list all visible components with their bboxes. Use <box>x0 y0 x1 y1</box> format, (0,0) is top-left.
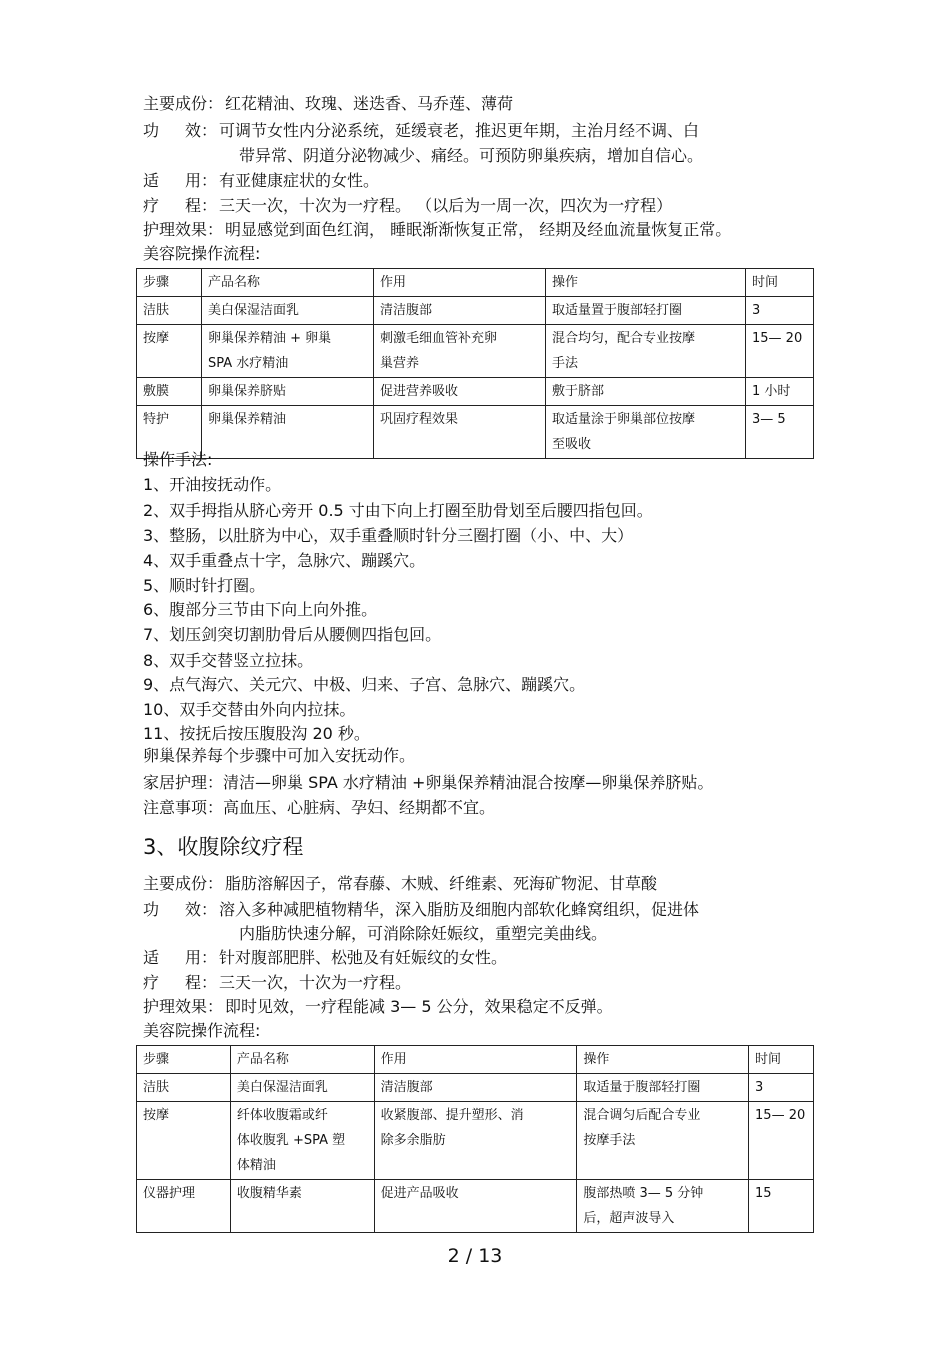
effect-line2-2: 内脂肪快速分解，可消除除妊娠纹，重塑完美曲线。 <box>239 924 608 943</box>
cell-step <box>137 1180 231 1233</box>
cell-product <box>202 325 374 378</box>
ingredients-value: 红花精油、玫瑰、迷迭香、马乔莲、薄荷 <box>225 94 514 113</box>
cell-operation-text: 敷于脐部 <box>552 384 605 399</box>
cell-product-text: 卵巢保养精油 + 卵巢 <box>208 331 332 346</box>
cell-time <box>746 378 814 406</box>
table-row <box>137 1074 814 1102</box>
cell-operation <box>546 297 746 325</box>
method-item: 7、划压剑突切割肋骨后从腰侧四指包回。 <box>143 625 442 644</box>
cell-time-text: 15 <box>755 1186 772 1201</box>
cell-time <box>746 297 814 325</box>
cell-product-text: SPA 水疗精油 <box>208 356 289 371</box>
cell-step-text: 特护 <box>143 412 170 427</box>
table-header-cell: 产品名称 <box>202 269 374 297</box>
cell-product-text: 纤体收腹霜或纤 <box>236 1108 328 1123</box>
method-item: 2、双手拇指从脐心旁开 0.5 寸由下向上打圈至肋骨划至后腰四指包回。 <box>143 501 653 520</box>
section-heading: 3、收腹除纹疗程 <box>143 835 304 859</box>
table-header-row <box>137 1046 814 1074</box>
table-header-cell: 作用 <box>374 269 546 297</box>
effect-line2: 带异常、阴道分泌物减少、痛经。可预防卵巢疾病，增加自信心。 <box>239 146 704 165</box>
note-line: 卵巢保养每个步骤中可加入安抚动作。 <box>143 746 416 765</box>
care-effect-row: 护理效果 ： 明显感觉到面色红润， 睡眠渐渐恢复正常， 经期及经血流量恢复正常。 <box>143 220 732 239</box>
table-header-cell: 步骤 <box>137 269 202 297</box>
suitable-label-2: 适 用 <box>143 948 201 967</box>
flow-title-2: 美容院操作流程: <box>143 1021 261 1040</box>
cell-step <box>137 1102 231 1180</box>
cell-product-text: 体收腹乳 +SPA 塑 <box>236 1133 346 1148</box>
table-header-cell: 作用 <box>374 1046 577 1074</box>
suitable-value-2: 针对腹部肥胖、松弛及有妊娠纹的女性。 <box>219 948 508 967</box>
table-header-cell: 操作 <box>546 269 746 297</box>
effect-label-2: 功 效 <box>143 900 201 919</box>
care-effect-row-2: 护理效果 ： 即时见效，一疗程能减 3— 5 公分，效果稳定不反弹。 <box>143 997 613 1016</box>
cell-operation-text: 混合调匀后配合专业 <box>583 1108 701 1123</box>
cell-operation <box>577 1180 749 1233</box>
effect-row: 功 效 ： 可调节女性内分泌系统，延缓衰老，推迟更年期，主治月经不调、白 <box>143 121 700 140</box>
method-item: 8、双手交替竖立拉抹。 <box>143 651 314 670</box>
cell-step <box>137 378 202 406</box>
cell-time-text: 15— 20 <box>752 331 803 346</box>
care-effect-label: 护理效果 <box>143 220 208 239</box>
cell-time-text: 3 <box>755 1080 764 1095</box>
method-item: 5、顺时针打圈。 <box>143 576 266 595</box>
table-header-cell: 操作 <box>577 1046 749 1074</box>
table-row <box>137 325 814 378</box>
cell-time-text: 3— 5 <box>752 412 786 427</box>
cell-product <box>230 1180 374 1233</box>
cell-purpose-text: 促进营养吸收 <box>380 384 459 399</box>
cell-purpose <box>374 325 546 378</box>
caution-line: 注意事项：高血压、心脏病、孕妇、经期都不宜。 <box>143 798 496 817</box>
flow-table-2 <box>136 1045 814 1233</box>
cell-purpose <box>374 297 546 325</box>
cell-product <box>202 297 374 325</box>
table-header-row <box>137 269 814 297</box>
method-item: 11、按抚后按压腹股沟 20 秒。 <box>143 724 370 743</box>
cell-product <box>230 1074 374 1102</box>
cell-product <box>230 1102 374 1180</box>
cell-operation-text: 按摩手法 <box>583 1133 636 1148</box>
course-label: 疗 程 <box>143 196 201 215</box>
cell-product-text: 卵巢保养精油 <box>208 412 287 427</box>
cell-purpose-text: 收紧腹部、提升塑形、消 <box>380 1108 524 1123</box>
ingredients-value-2: 脂肪溶解因子，常春藤、木贼、纤维素、死海矿物泥、甘草酸 <box>225 874 658 893</box>
cell-operation-text: 取适量涂于卵巢部位按摩 <box>552 412 696 427</box>
effect-row-2: 功 效 ： 溶入多种减肥植物精华，深入脂肪及细胞内部软化蜂窝组织，促进体 <box>143 900 700 919</box>
method-item: 3、整肠，以肚脐为中心，双手重叠顺时针分三圈打圈（小、中、大） <box>143 526 634 545</box>
table-header-cell: 时间 <box>746 269 814 297</box>
method-item: 6、腹部分三节由下向上向外推。 <box>143 600 378 619</box>
effect-label: 功 效 <box>143 121 201 140</box>
course-row: 疗 程 ： 三天一次，十次为一疗程。 （以后为一周一次，四次为一疗程） <box>143 196 673 215</box>
cell-time <box>749 1074 814 1102</box>
cell-time <box>746 325 814 378</box>
cell-purpose-text: 促进产品吸收 <box>380 1186 459 1201</box>
cell-time-text: 3 <box>752 303 761 318</box>
effect-line1: 可调节女性内分泌系统，延缓衰老，推迟更年期，主治月经不调、白 <box>219 121 700 140</box>
cell-step-text: 敷膜 <box>143 384 170 399</box>
suitable-value: 有亚健康症状的女性。 <box>219 171 380 190</box>
course-value: 三天一次，十次为一疗程。 （以后为一周一次，四次为一疗程） <box>219 196 673 215</box>
table-row <box>137 1102 814 1180</box>
cell-operation <box>546 406 746 459</box>
cell-purpose-text: 清洁腹部 <box>380 303 433 318</box>
ingredients-label-2: 主要成份 <box>143 874 208 893</box>
cell-product <box>202 378 374 406</box>
method-item: 10、双手交替由外向内拉抹。 <box>143 700 356 719</box>
table-row <box>137 378 814 406</box>
cell-operation <box>546 325 746 378</box>
care-effect-value: 明显感觉到面色红润， 睡眠渐渐恢复正常， 经期及经血流量恢复正常。 <box>225 220 732 239</box>
ingredients-label: 主要成份 <box>143 94 208 113</box>
cell-time <box>749 1102 814 1180</box>
cell-product-text: 体精油 <box>236 1158 276 1173</box>
method-item: 1、开油按抚动作。 <box>143 475 282 494</box>
cell-product-text: 美白保湿洁面乳 <box>208 303 300 318</box>
suitable-row: 适 用 ： 有亚健康症状的女性。 <box>143 171 380 190</box>
cell-product-text: 卵巢保养脐贴 <box>208 384 287 399</box>
cell-step-text: 洁肤 <box>143 1080 170 1095</box>
effect-line1-2: 溶入多种减肥植物精华，深入脂肪及细胞内部软化蜂窝组织，促进体 <box>219 900 700 919</box>
cell-purpose <box>374 1074 577 1102</box>
cell-purpose <box>374 1180 577 1233</box>
course-row-2: 疗 程 ： 三天一次，十次为一疗程。 <box>143 973 412 992</box>
ingredients-row: 主要成份 ： 红花精油、玫瑰、迷迭香、马乔莲、薄荷 <box>143 94 514 113</box>
cell-operation-text: 手法 <box>552 356 579 371</box>
table-row <box>137 297 814 325</box>
flow-title: 美容院操作流程: <box>143 244 261 263</box>
cell-purpose-text: 巢营养 <box>380 356 420 371</box>
cell-purpose-text: 清洁腹部 <box>380 1080 433 1095</box>
cell-purpose-text: 巩固疗程效果 <box>380 412 459 427</box>
cell-purpose <box>374 378 546 406</box>
cell-time-text: 1 小时 <box>752 384 791 399</box>
cell-step-text: 按摩 <box>143 1108 170 1123</box>
cell-product-text: 美白保湿洁面乳 <box>236 1080 328 1095</box>
cell-operation <box>577 1074 749 1102</box>
cell-time <box>749 1180 814 1233</box>
cell-operation <box>546 378 746 406</box>
care-effect-value-2: 即时见效，一疗程能减 3— 5 公分，效果稳定不反弹。 <box>225 997 613 1016</box>
cell-operation-text: 至吸收 <box>552 437 592 452</box>
method-title: 操作手法: <box>143 450 213 469</box>
cell-time-text: 15— 20 <box>755 1108 806 1123</box>
cell-operation-text: 混合均匀，配合专业按摩 <box>552 331 696 346</box>
cell-time <box>746 406 814 459</box>
cell-product-text: 收腹精华素 <box>236 1186 302 1201</box>
flow-table-1 <box>136 268 814 459</box>
cell-purpose <box>374 406 546 459</box>
method-item: 4、双手重叠点十字，急脉穴、蹦蹊穴。 <box>143 551 426 570</box>
cell-step <box>137 1074 231 1102</box>
cell-purpose <box>374 1102 577 1180</box>
method-item: 9、点气海穴、关元穴、中极、归来、子宫、急脉穴、蹦蹊穴。 <box>143 675 586 694</box>
cell-product <box>202 406 374 459</box>
table-header-cell: 产品名称 <box>230 1046 374 1074</box>
cell-operation-text: 后，超声波导入 <box>583 1211 675 1226</box>
ingredients-row-2: 主要成份 ： 脂肪溶解因子，常春藤、木贼、纤维素、死海矿物泥、甘草酸 <box>143 874 658 893</box>
table-row <box>137 1180 814 1233</box>
table-header-cell: 时间 <box>749 1046 814 1074</box>
page-number: 2 / 13 <box>447 1245 503 1267</box>
cell-purpose-text: 刺激毛细血管补充卵 <box>380 331 498 346</box>
cell-step-text: 洁肤 <box>143 303 170 318</box>
suitable-label: 适 用 <box>143 171 201 190</box>
cell-operation-text: 取适量于腹部轻打圈 <box>583 1080 701 1095</box>
course-label-2: 疗 程 <box>143 973 201 992</box>
cell-operation-text: 取适量置于腹部轻打圈 <box>552 303 683 318</box>
cell-purpose-text: 除多余脂肪 <box>380 1133 446 1148</box>
cell-step-text: 仪器护理 <box>143 1186 196 1201</box>
suitable-row-2: 适 用 ： 针对腹部肥胖、松弛及有妊娠纹的女性。 <box>143 948 508 967</box>
cell-step-text: 按摩 <box>143 331 170 346</box>
cell-operation <box>577 1102 749 1180</box>
table-row <box>137 406 814 459</box>
cell-step <box>137 297 202 325</box>
table-header-cell: 步骤 <box>137 1046 231 1074</box>
course-value-2: 三天一次，十次为一疗程。 <box>219 973 412 992</box>
home-care-line: 家居护理：清洁—卵巢 SPA 水疗精油 +卵巢保养精油混合按摩—卵巢保养脐贴。 <box>143 773 714 792</box>
care-effect-label-2: 护理效果 <box>143 997 208 1016</box>
cell-operation-text: 腹部热喷 3— 5 分钟 <box>583 1186 704 1201</box>
cell-step <box>137 325 202 378</box>
